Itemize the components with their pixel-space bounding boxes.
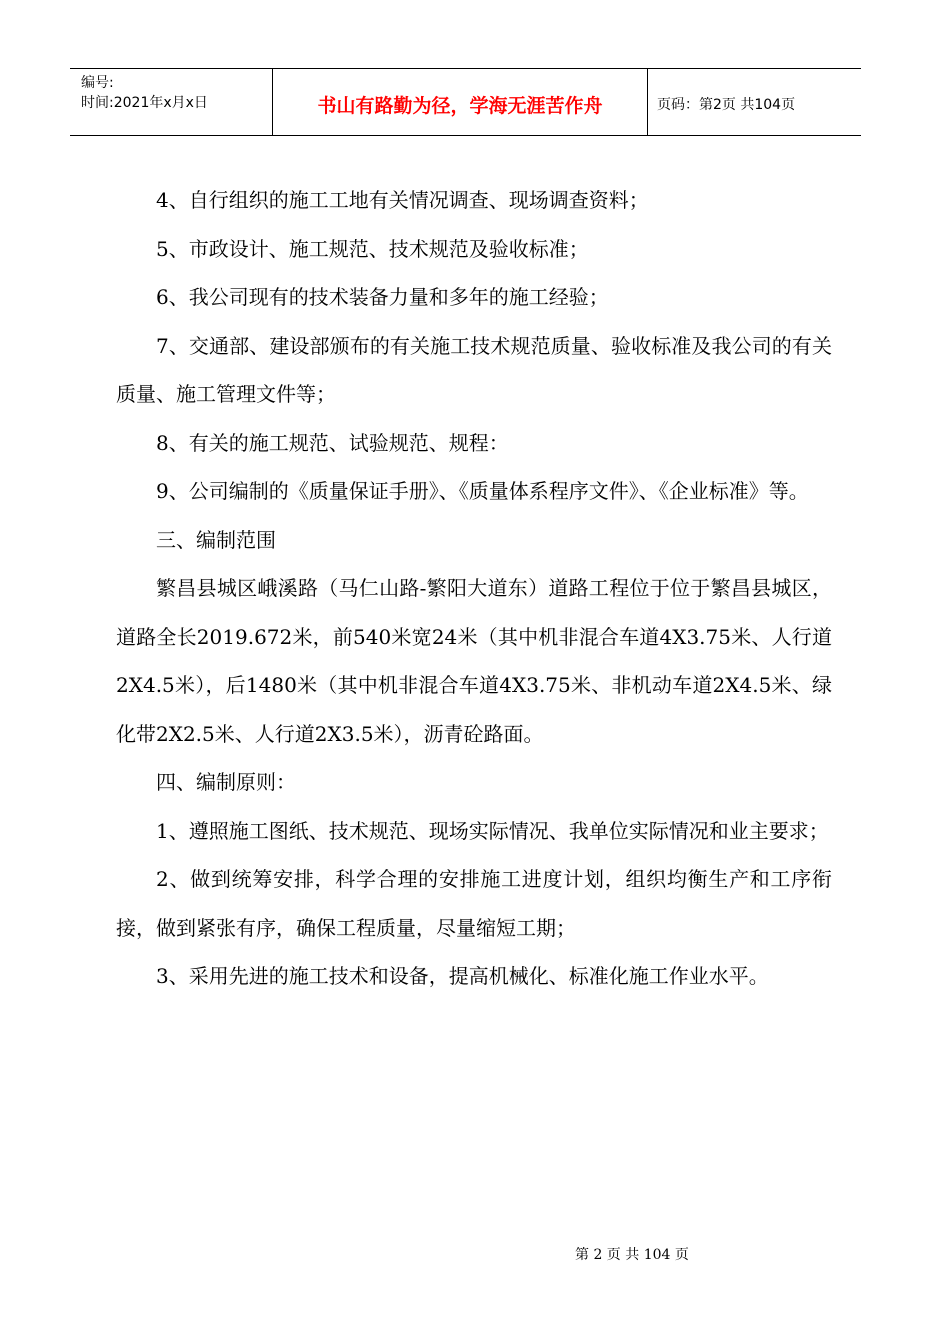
section-heading: 三、编制范围 [156, 527, 276, 552]
page-footer: 第 2 页 共 104 页 [575, 1247, 689, 1263]
document-body [116, 176, 832, 1001]
page-header [70, 68, 861, 136]
paragraph: 5、市政设计、施工规范、技术规范及验收标准； [156, 236, 589, 261]
paragraph: 4、自行组织的施工工地有关情况调查、现场调查资料； [156, 188, 649, 212]
paragraph: 2、做到统筹安排，科学合理的安排施工进度计划，组织均衡生产和工序衔接，做到紧张有序，确保工程质量，尽量缩短工期； [116, 867, 832, 940]
document-time-label: 时间:2021年x月x日 [81, 95, 208, 111]
header-meta [81, 73, 208, 113]
header-divider-right [647, 69, 648, 135]
section-heading: 四、编制原则： [156, 770, 296, 794]
header-motto: 书山有路勤为径，学海无涯苦作舟 [317, 94, 603, 117]
paragraph: 8、有关的施工规范、试验规范、规程： [156, 430, 509, 455]
document-number-label: 编号: [81, 75, 114, 91]
paragraph: 1、遵照施工图纸、技术规范、现场实际情况、我单位实际情况和业主要求； [156, 818, 829, 843]
paragraph: 9、公司编制的《质量保证手册》、《质量体系程序文件》、《企业标准》等。 [156, 479, 809, 503]
paragraph: 6、我公司现有的技术装备力量和多年的施工经验； [156, 285, 609, 309]
paragraph: 繁昌县城区峨溪路（马仁山路-繁阳大道东）道路工程位于位于繁昌县城区，道路全长2019.672米，前540米宽24米（其中机非混合车道4X3.75米、人行道2X4.5米），后1480米（其中机非混合车道4X3.75米、非机动车道2X4.5米、绿化带2X2.5米、人行道2X3.5米），沥青砼路面。 [116, 576, 832, 746]
paragraph: 7、交通部、建设部颁布的有关施工技术规范质量、验收标准及我公司的有关质量、施工管理文件等； [116, 333, 832, 406]
paragraph: 3、采用先进的施工技术和设备，提高机械化、标准化施工作业水平。 [156, 964, 769, 988]
header-page-info: 页码：第2页 共104页 [657, 97, 796, 113]
